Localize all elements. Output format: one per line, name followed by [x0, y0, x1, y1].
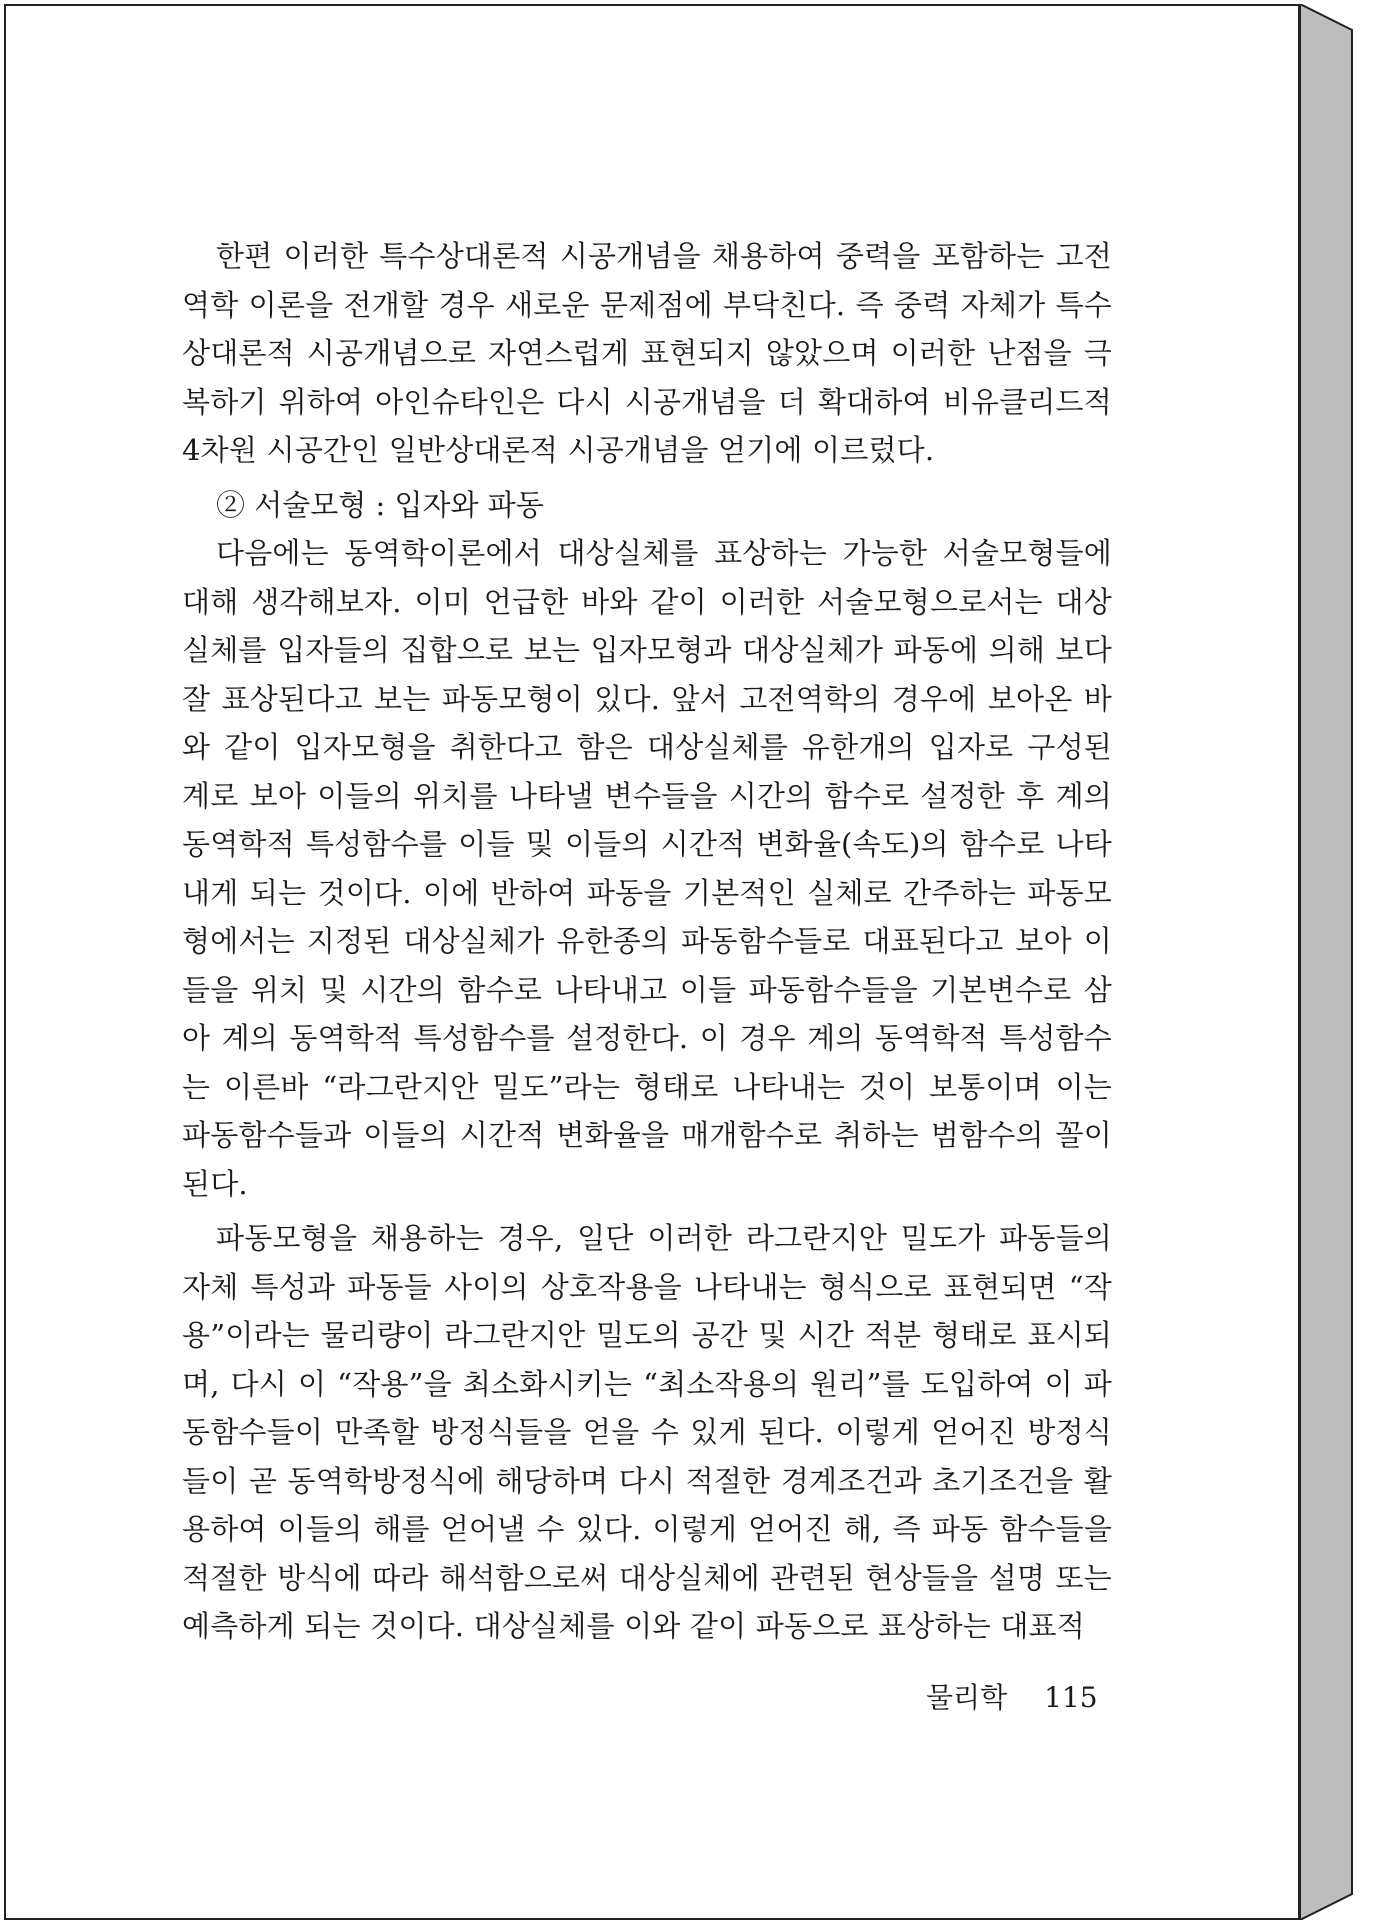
page-footer — [926, 1676, 1098, 1716]
page-number: 115 — [1044, 1681, 1098, 1714]
book-page — [4, 4, 1300, 1920]
book-thickness-side — [1300, 4, 1360, 1920]
paragraph-3: 파동모형을 채용하는 경우, 일단 이러한 라그란지안 밀도가 파동들의 자체 특성과 파동들 사이의 상호작용을 나타내는 형식으로 표현되면 “작용”이라는 물리량이 라그란지안 밀도의 공간 및 시간 적분 형태로 표시되며, 다시 이 “작용”을 최소화시키는 “최소작용의 원리”를 도입하여 이 파동함수들이 만족할 방정식들을 얻을 수 있게 된다. 이렇게 얻어진 방정식들이 곧 동역학방정식에 해당하며 다시 적절한 경계조건과 초기조건을 활용하여 이들의 해를 얻어낼 수 있다. 이렇게 얻어진 해, 즉 파동 함수들을 적절한 방식에 따라 해석함으로써 대상실체에 관련된 현상들을 설명 또는 예측하게 되는 것이다. 대상실체를 이와 같이 파동으로 표상하는 대표적 — [182, 1221, 1112, 1643]
paragraph-2: 다음에는 동역학이론에서 대상실체를 표상하는 가능한 서술모형들에 대해 생각해보자. 이미 언급한 바와 같이 이러한 서술모형으로서는 대상실체를 입자들의 집합으로 보는 입자모형과 대상실체가 파동에 의해 보다 잘 표상된다고 보는 파동모형이 있다. 앞서 고전역학의 경우에 보아온 바와 같이 입자모형을 취한다고 함은 대상실체를 유한개의 입자로 구성된 계로 보아 이들의 위치를 나타낼 변수들을 시간의 함수로 설정한 후 계의 동역학적 특성함수를 이들 및 이들의 시간적 변화율(속도)의 함수로 나타내게 되는 것이다. 이에 반하여 파동을 기본적인 실체로 간주하는 파동모형에서는 지정된 대상실체가 유한종의 파동함수들로 대표된다고 보아 이들을 위치 및 시간의 함수로 나타내고 이들 파동함수들을 기본변수로 삼아 계의 동역학적 특성함수를 설정한다. 이 경우 계의 동역학적 특성함수는 이른바 “라그란지안 밀도”라는 형태로 나타내는 것이 보통이며 이는 파동함수들과 이들의 시간적 변화율을 매개함수로 취하는 범함수의 꼴이 된다. — [182, 536, 1112, 1201]
page-body — [182, 232, 1112, 1651]
section-heading: ② 서술모형 : 입자와 파동 — [216, 487, 544, 522]
running-footer-title: 물리학 — [926, 1681, 1008, 1714]
paragraph-1: 한편 이러한 특수상대론적 시공개념을 채용하여 중력을 포함하는 고전역학 이론을 전개할 경우 새로운 문제점에 부닥친다. 즉 중력 자체가 특수상대론적 시공개념으로 자연스럽게 표현되지 않았으며 이러한 난점을 극복하기 위하여 아인슈타인은 다시 시공개념을 더 확대하여 비유클리드적 4차원 시공간인 일반상대론적 시공개념을 얻기에 이르렀다. — [182, 239, 1112, 467]
